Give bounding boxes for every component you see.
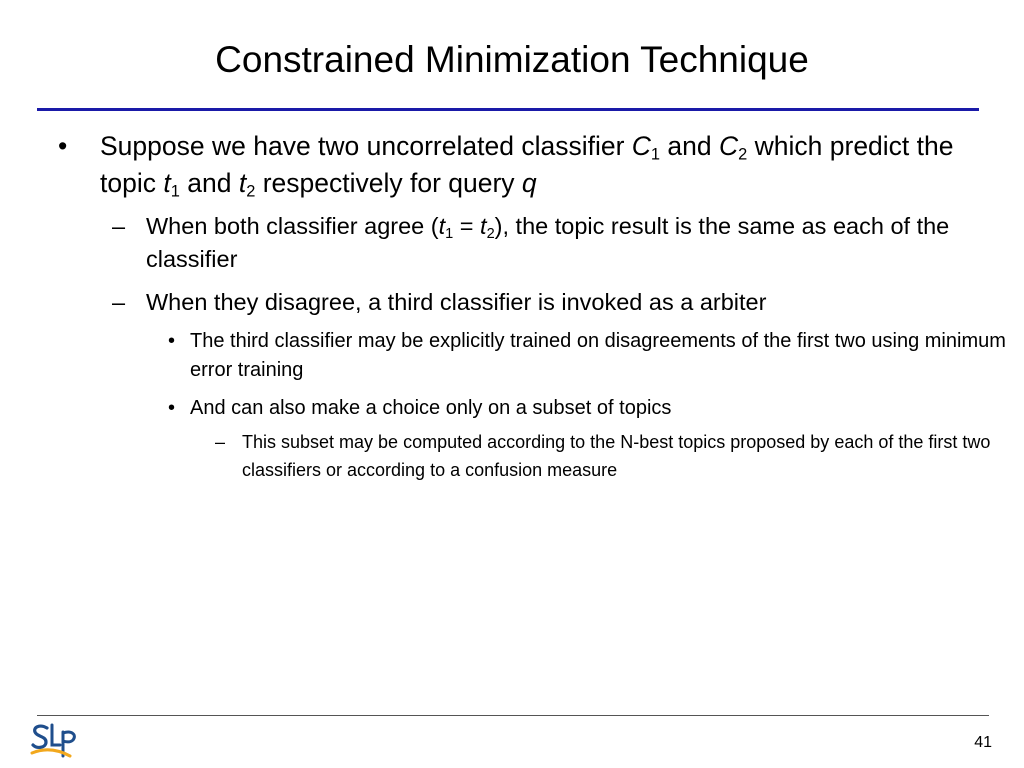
bullet-level2-item [112, 210, 986, 276]
page-number: 41 [974, 734, 992, 751]
bullet-marker: • [168, 330, 176, 352]
bullet-text: And can also make a choice only on a subset of topics [190, 397, 672, 419]
slp-logo-icon [30, 720, 82, 760]
bullet-marker: – [215, 432, 226, 452]
bullet-level3-item [168, 394, 1020, 423]
bullet-text: When both classifier agree $(t_1 = t_2)$, the topic result is the same as each of the classifier [146, 213, 950, 272]
bullet-level4-item [215, 428, 1002, 484]
bullet-level1-item [58, 128, 980, 202]
bullet-text: The third classifier may be explicitly trained on disagreements of the first two using minimum error training [190, 330, 1006, 381]
bullet-text: When they disagree, a third classifier is invoked as a arbiter [146, 289, 767, 315]
bullet-level3-item [168, 327, 1020, 385]
title-divider [37, 108, 979, 111]
slide-title: Constrained Minimization Technique [215, 39, 809, 80]
bullet-text: Suppose we have two uncorrelated classifier $C_1$ and $C_2$ which predict the topic $t_1$ and $t_2$ respectively for query q [100, 131, 954, 201]
footer-divider [37, 715, 989, 716]
bullet-marker: – [112, 213, 126, 239]
bullet-text: This subset may be computed according to the N-best topics proposed by each of the first two classifiers or according to a confusion measure [242, 432, 991, 480]
bullet-level2-item [112, 286, 986, 319]
bullet-marker: • [168, 397, 176, 419]
bullet-marker: • [58, 131, 68, 161]
bullet-marker: – [112, 289, 126, 315]
